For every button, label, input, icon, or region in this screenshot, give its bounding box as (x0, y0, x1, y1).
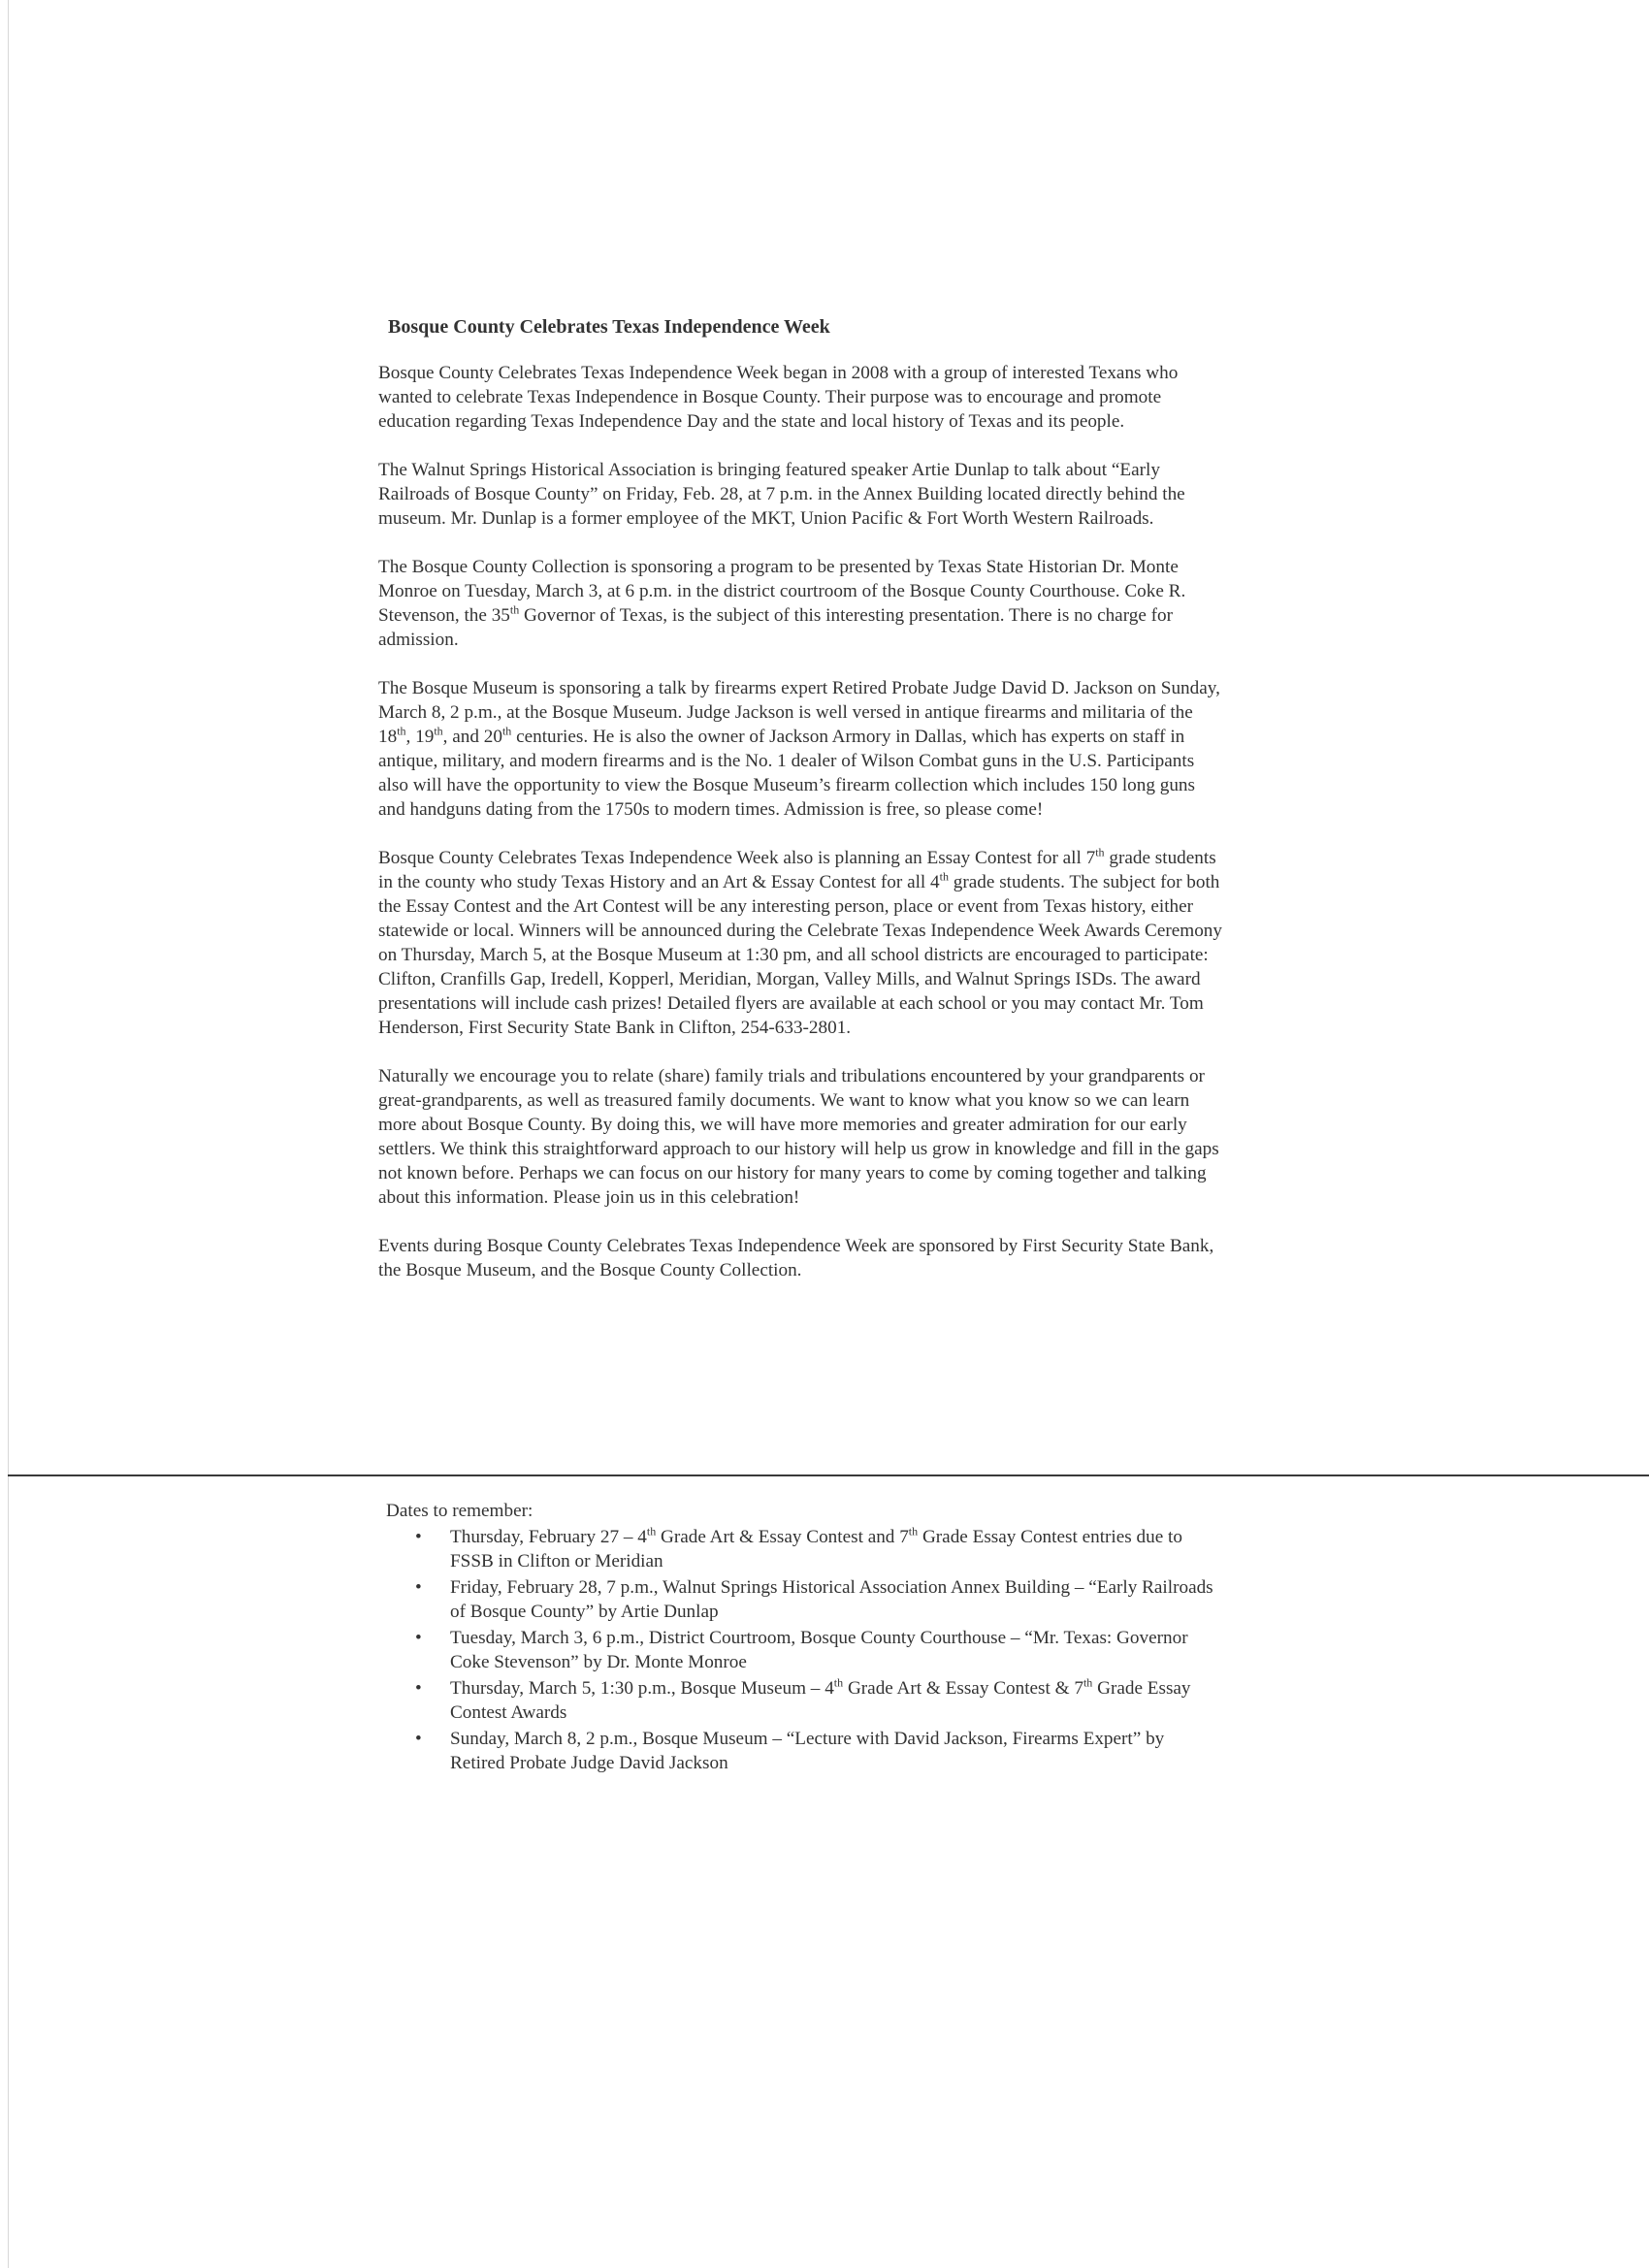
list-item: • Thursday, March 5, 1:30 p.m., Bosque Museum – 4th Grade Art & Essay Contest & 7th Grade Essay Contest Awards (415, 1675, 1191, 1723)
article-title: Bosque County Celebrates Texas Independence Week (388, 316, 830, 338)
list-item: • Tuesday, March 3, 6 p.m., District Courtroom, Bosque County Courthouse – “Mr. Texas: Governor Coke Stevenson” by Dr. Monte Monroe (415, 1628, 1188, 1672)
paragraph-family-history: Naturally we encourage you to relate (share) family trials and tribulations encountered by your grandparents or great-grandparents, as well as treasured family documents. We want to know what you know so we can learn more about Bosque County. By doing this, we will have more memories and greater admiration for our early settlers. We think this straightforward approach to our history will help us grow in knowledge and fill in the gaps not known before. Perhaps we can focus on our history for many years to come by coming together and talking about this information. Please join us in this celebration! (378, 1066, 1219, 1208)
paragraph-governor-program: The Bosque County Collection is sponsoring a program to be presented by Texas State Historian Dr. Monte Monroe on Tuesday, March 3, at 6 p.m. in the district courtroom of the Bosque County Courthouse. Coke R. Stevenson, the 35th Governor of Texas, is the subject of this interesting presentation. There is no charge for admission. (378, 557, 1186, 650)
paragraph-intro: Bosque County Celebrates Texas Independence Week began in 2008 with a group of interested Texans who wanted to celebrate Texas Independence in Bosque County. Their purpose was to encourage and promote education regarding Texas Independence Day and the state and local history of Texas and its people. (378, 363, 1179, 432)
dates-section (386, 1499, 1220, 1777)
paragraph-firearms-talk: The Bosque Museum is sponsoring a talk by firearms expert Retired Probate Judge David D. Jackson on Sunday, March 8, 2 p.m., at the Bosque Museum. Judge Jackson is well versed in antique firearms and militaria of the 18th, 19th, and 20th centuries. He is also the owner of Jackson Armory in Dallas, which has experts on staff in antique, military, and modern firearms and is the No. 1 dealer of Wilson Combat guns in the U.S. Participants also will have the opportunity to view the Bosque Museum’s firearm collection which includes 150 long guns and handguns dating from the 1750s to modern times. Admission is free, so please come! (378, 678, 1220, 820)
dates-heading: Dates to remember: (386, 1501, 534, 1521)
horizontal-divider (8, 1474, 1649, 1476)
bullet-icon: • (415, 1729, 422, 1749)
article (378, 315, 1222, 1307)
paragraph-sponsors: Events during Bosque County Celebrates Texas Independence Week are sponsored by First Security State Bank, the Bosque Museum, and the Bosque County Collection. (378, 1236, 1214, 1280)
bullet-icon: • (415, 1678, 422, 1699)
list-item: • Thursday, February 27 – 4th Grade Art & Essay Contest and 7th Grade Essay Contest entries due to FSSB in Clifton or Meridian (415, 1524, 1182, 1571)
bullet-icon: • (415, 1527, 422, 1547)
paragraph-essay-contest: Bosque County Celebrates Texas Independence Week also is planning an Essay Contest for all 7th grade students in the county who study Texas History and an Art & Essay Contest for all 4th grade students. The subject for both the Essay Contest and the Art Contest will be any interesting person, place or event from Texas history, either statewide or local. Winners will be announced during the Celebrate Texas Independence Week Awards Ceremony on Thursday, March 5, at the Bosque Museum at 1:30 pm, and all school districts are encouraged to participate: Clifton, Cranfills Gap, Iredell, Kopperl, Meridian, Morgan, Valley Mills, and Walnut Springs ISDs. The award presentations will include cash prizes! Detailed flyers are available at each school or you may contact Mr. Tom Henderson, First Security State Bank in Clifton, 254-633-2801. (378, 845, 1222, 1038)
bullet-icon: • (415, 1628, 422, 1648)
paragraph-railroads-talk: The Walnut Springs Historical Association is bringing featured speaker Artie Dunlap to talk about “Early Railroads of Bosque County” on Friday, Feb. 28, at 7 p.m. in the Annex Building located directly behind the museum. Mr. Dunlap is a former employee of the MKT, Union Pacific & Fort Worth Western Railroads. (378, 460, 1185, 529)
scan-edge-line (8, 0, 9, 2268)
list-item: • Sunday, March 8, 2 p.m., Bosque Museum – “Lecture with David Jackson, Firearms Expert” by Retired Probate Judge David Jackson (415, 1729, 1165, 1773)
dates-list (386, 1525, 1220, 1775)
bullet-icon: • (415, 1577, 422, 1598)
list-item: • Friday, February 28, 7 p.m., Walnut Springs Historical Association Annex Building – “Early Railroads of Bosque County” by Artie Dunlap (415, 1577, 1213, 1622)
